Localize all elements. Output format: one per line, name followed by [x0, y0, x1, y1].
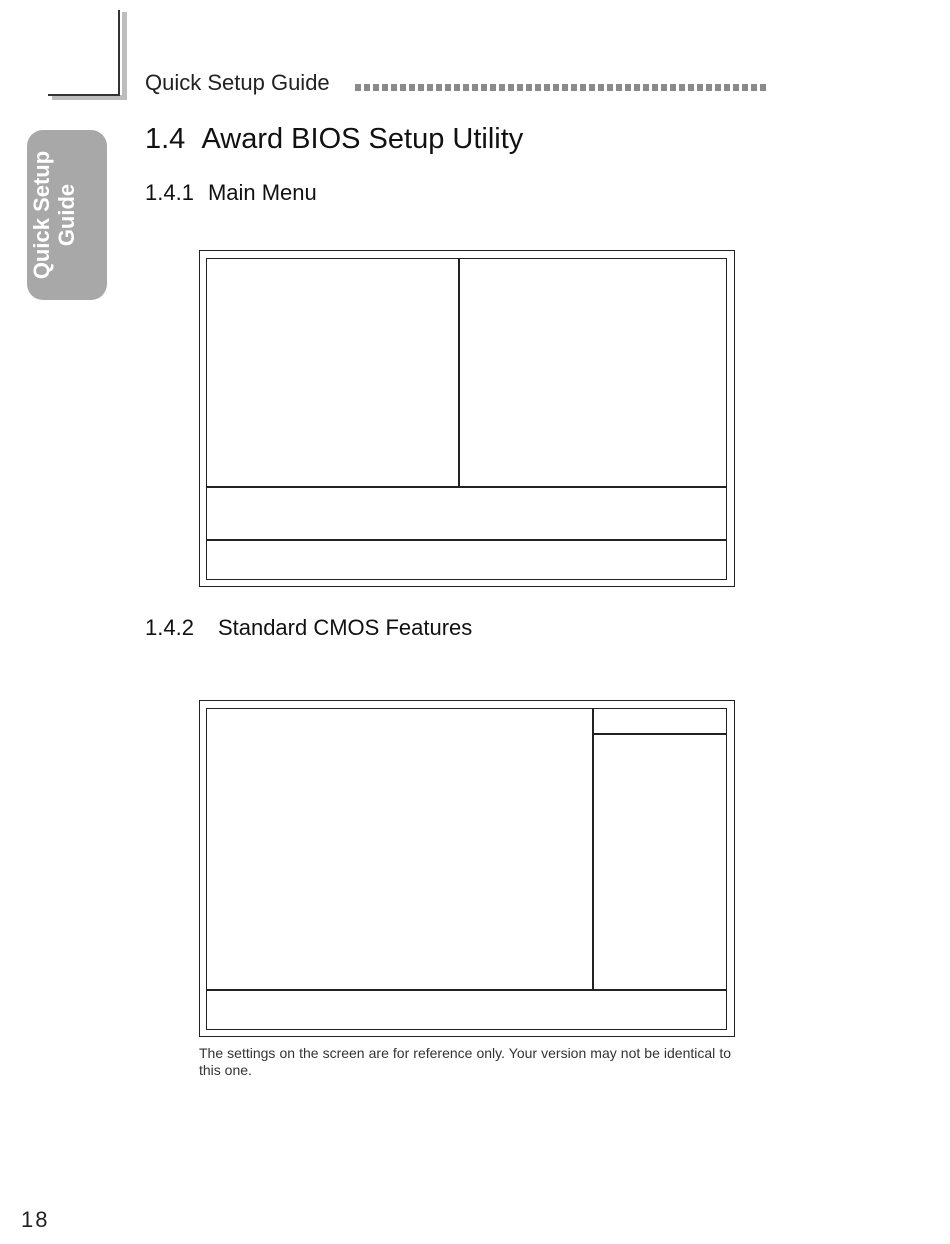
section-title: Award BIOS Setup Utility — [201, 123, 524, 155]
dot-leader-square — [679, 84, 685, 91]
dot-leader-square — [742, 84, 748, 91]
dot-leader-square — [490, 84, 496, 91]
main-menu-screen-inner — [206, 258, 727, 580]
side-tab-line-2: Guide — [54, 183, 79, 247]
dot-leader-square — [616, 84, 622, 91]
cmos-status-divider — [206, 989, 727, 991]
dot-leader-square — [526, 84, 532, 91]
dot-leader-square — [517, 84, 523, 91]
running-header: Quick Setup Guide — [145, 70, 330, 95]
dot-leader-square — [715, 84, 721, 91]
dot-leader-square — [427, 84, 433, 91]
page-number: 18 — [21, 1207, 50, 1232]
dot-leader-square — [400, 84, 406, 91]
section-number: 1.4 — [145, 123, 186, 155]
dot-leader-square — [634, 84, 640, 91]
dot-leader-square — [724, 84, 730, 91]
subsection-heading-main-menu — [145, 180, 317, 206]
figure-caption: The settings on the screen are for reference only. Your version may not be identical to this one. — [199, 1045, 731, 1078]
dot-leader-square — [661, 84, 667, 91]
dot-leader-square — [706, 84, 712, 91]
dot-leader-square — [652, 84, 658, 91]
dot-leader-square — [751, 84, 757, 91]
dot-leader-square — [409, 84, 415, 91]
dot-leader-square — [697, 84, 703, 91]
dot-leader-square — [463, 84, 469, 91]
dot-leader-square — [625, 84, 631, 91]
dot-leader-square — [589, 84, 595, 91]
header-dot-leader — [355, 84, 766, 91]
dot-leader-square — [760, 84, 766, 91]
dot-leader-square — [553, 84, 559, 91]
section-heading — [145, 123, 523, 156]
dot-leader-square — [580, 84, 586, 91]
subsection-number: 1.4.1 — [145, 180, 194, 205]
side-tab-line-1: Quick Setup — [29, 150, 54, 280]
dot-leader-square — [607, 84, 613, 91]
dot-leader-square — [598, 84, 604, 91]
dot-leader-square — [445, 84, 451, 91]
main-menu-help-divider — [206, 486, 727, 488]
dot-leader-square — [391, 84, 397, 91]
dot-leader-square — [436, 84, 442, 91]
side-tab-label — [29, 151, 79, 279]
cmos-item-help-header-divider — [592, 733, 727, 735]
dot-leader-square — [535, 84, 541, 91]
dot-leader-square — [373, 84, 379, 91]
main-menu-status-divider — [206, 539, 727, 541]
cmos-item-help-divider — [592, 708, 594, 990]
dot-leader-square — [364, 84, 370, 91]
dot-leader-square — [643, 84, 649, 91]
subsection-number: 1.4.2 — [145, 615, 194, 640]
dot-leader-square — [562, 84, 568, 91]
dot-leader-square — [733, 84, 739, 91]
dot-leader-square — [571, 84, 577, 91]
dot-leader-square — [670, 84, 676, 91]
dot-leader-square — [508, 84, 514, 91]
dot-leader-square — [472, 84, 478, 91]
dot-leader-square — [481, 84, 487, 91]
dot-leader-square — [382, 84, 388, 91]
dot-leader-square — [355, 84, 361, 91]
dot-leader-square — [418, 84, 424, 91]
dot-leader-square — [688, 84, 694, 91]
main-menu-column-divider — [458, 258, 460, 487]
cmos-screen-inner — [206, 708, 727, 1030]
dot-leader-square — [454, 84, 460, 91]
subsection-title: Standard CMOS Features — [217, 615, 473, 640]
subsection-title: Main Menu — [207, 180, 317, 205]
dot-leader-square — [499, 84, 505, 91]
dot-leader-square — [544, 84, 550, 91]
subsection-heading-standard-cmos — [145, 615, 472, 641]
